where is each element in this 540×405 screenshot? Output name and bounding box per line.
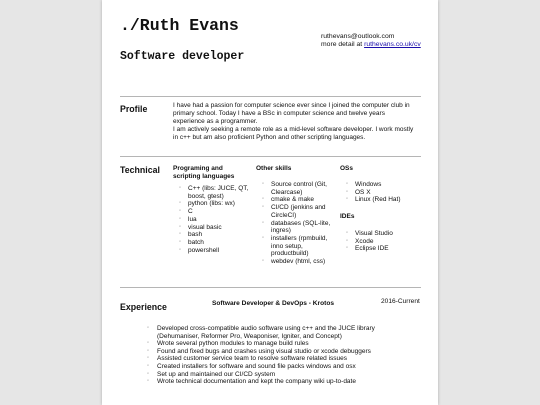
oss-heading: OSs [340, 165, 354, 172]
other-skill-item: ◦ installers (rpmbuild, inno setup, productbuild) [256, 235, 338, 258]
cv-link[interactable]: ruthevans.co.uk/cv [364, 41, 421, 48]
contact-block [321, 33, 421, 49]
job-bullet: ◦ Developed cross-compatible audio software using c++ and the JUCE library (Dehumaniser, Reformer Pro, Weaponiser, Igniter, and Concept) [142, 325, 417, 340]
profile-title: Profile [120, 104, 148, 114]
language-item: ◦ bash [173, 231, 257, 239]
language-item: ◦ visual basic [173, 224, 257, 232]
profile-paragraph-2: I am actively seeking a remote role as a mid-level software developer. I work mostly in c++ but am also proficient Python and other scripting languages. [173, 126, 414, 141]
other-skill-item: ◦ cmake & make [256, 196, 338, 204]
language-item: ◦ C [173, 208, 257, 216]
ides-heading: IDEs [340, 213, 355, 220]
cv-role: Software developer [120, 50, 245, 63]
other-skill-item: ◦ CI/CD (jenkins and CircleCI) [256, 204, 338, 219]
job-date: 2016-Current [381, 298, 420, 305]
ides-list [340, 230, 420, 253]
technical-rule [120, 156, 421, 157]
job-bullet: ◦ Wrote several python modules to manage build rules [142, 340, 417, 348]
cv-page [102, 0, 438, 405]
language-item: ◦ C++ (libs: JUCE, QT, boost, gtest) [173, 185, 257, 200]
detail-prefix: more detail at [321, 41, 365, 48]
profile-rule [120, 96, 421, 97]
os-item: ◦ Linux (Red Hat) [340, 196, 420, 204]
language-item: ◦ batch [173, 239, 257, 247]
other-skills-heading: Other skills [256, 165, 292, 172]
os-item: ◦ OS X [340, 189, 420, 197]
job-bullet: ◦ Assisted customer service team to resolve software related issues [142, 355, 417, 363]
other-skill-item: ◦ webdev (html, css) [256, 258, 338, 266]
email-text: ruthevans@outlook.com [321, 33, 395, 40]
ide-item: ◦ Eclipse IDE [340, 245, 420, 253]
job-bullet: ◦ Set up and maintained our CI/CD system [142, 371, 417, 379]
detail-line [321, 41, 421, 49]
experience-title: Experience [120, 302, 167, 312]
language-item: ◦ python (libs: wx) [173, 200, 257, 208]
other-skill-item: ◦ Source control (Git, Clearcase) [256, 181, 338, 196]
technical-title: Technical [120, 165, 160, 175]
cv-name: ./Ruth Evans [120, 16, 239, 35]
job-bullet: ◦ Created installers for software and sound file packs windows and osx [142, 363, 417, 371]
experience-rule [120, 287, 421, 288]
ide-item: ◦ Xcode [340, 238, 420, 246]
oss-list [340, 181, 420, 204]
job-bullets [142, 325, 417, 386]
other-skills-list [256, 181, 338, 266]
language-item: ◦ powershell [173, 247, 257, 255]
os-item: ◦ Windows [340, 181, 420, 189]
profile-text [173, 102, 418, 142]
language-item: ◦ lua [173, 216, 257, 224]
ide-item: ◦ Visual Studio [340, 230, 420, 238]
job-title: Software Developer & DevOps - Krotos [212, 300, 335, 307]
languages-heading: Programing and scripting languages [173, 165, 235, 180]
job-bullet: ◦ Found and fixed bugs and crashes using visual studio or xcode debuggers [142, 348, 417, 356]
languages-list [173, 185, 257, 254]
job-bullet: ◦ Wrote technical documentation and kept the company wiki up-to-date [142, 378, 417, 386]
profile-paragraph-1: I have had a passion for computer science ever since I joined the computer club in primary school. Today I have a BSc in computer science and twelve years experience as a programmer. [173, 102, 410, 125]
other-skill-item: ◦ databases (SQL-lite, ingres) [256, 220, 338, 235]
